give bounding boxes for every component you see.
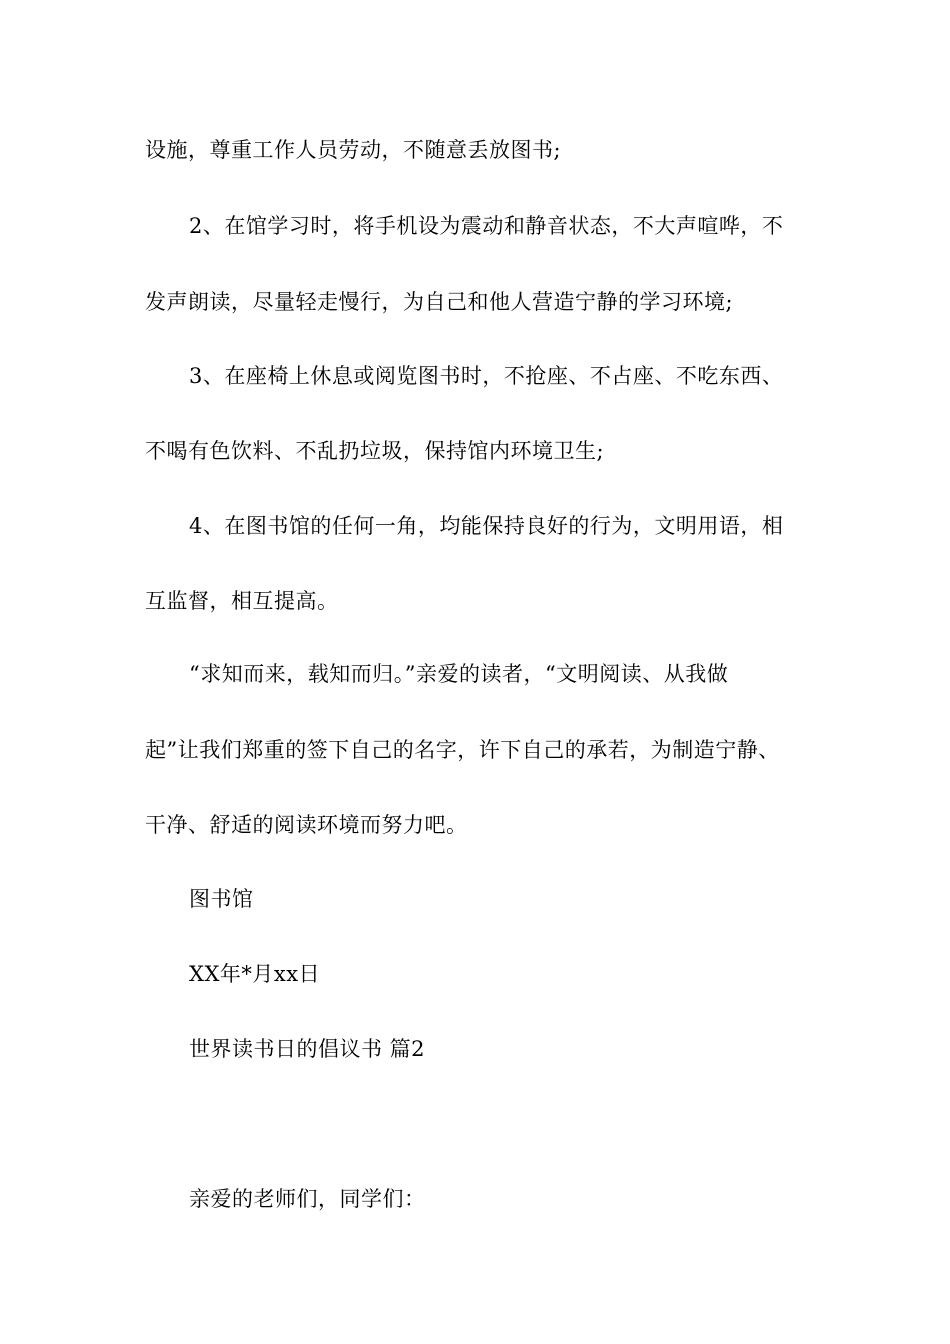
body-text-line: 起”让我们郑重的签下自己的名字，许下自己的承若，为制造宁静、 (145, 738, 780, 762)
body-text-line: 发声朗读，尽量轻走慢行，为自己和他人营造宁静的学习环境; (145, 290, 734, 314)
signature-date: XX年*月xx日 (189, 962, 321, 986)
body-text-line: 4、在图书馆的任何一角，均能保持良好的行为，文明用语，相 (189, 514, 784, 538)
signature-organization: 图书馆 (189, 887, 254, 911)
body-text-line: 2、在馆学习时，将手机设为震动和静音状态，不大声喧哗，不 (189, 214, 784, 238)
salutation: 亲爱的老师们，同学们： (189, 1187, 426, 1211)
section-title: 世界读书日的倡议书 篇2 (189, 1037, 426, 1061)
body-text-line: 干净、舒适的阅读环境而努力吧。 (145, 813, 468, 837)
body-text-line: 互监督，相互提高。 (145, 589, 339, 613)
body-text-line: “求知而来，载知而归。”亲爱的读者，“文明阅读、从我做 (189, 662, 729, 686)
body-text-line: 3、在座椅上休息或阅览图书时，不抢座、不占座、不吃东西、 (189, 364, 784, 388)
body-text-line: 设施，尊重工作人员劳动，不随意丢放图书; (145, 138, 562, 162)
body-text-line: 不喝有色饮料、不乱扔垃圾，保持馆内环境卫生; (145, 439, 605, 463)
